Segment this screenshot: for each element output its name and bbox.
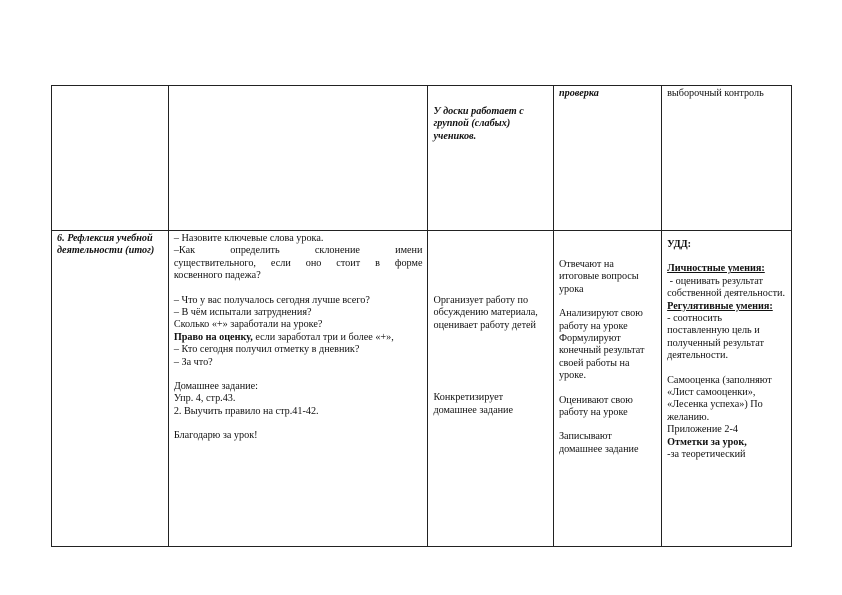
marks-title: Отметки за урок, [667, 436, 747, 448]
regulative-skills-text: - соотносить поставленную цель и полученный результат деятельности. [667, 313, 767, 362]
teacher-activity-2: Конкретизирует домашнее задание [433, 392, 514, 416]
stage-title: 6. Рефлексия учебной деятельности (итог) [57, 233, 156, 257]
question-3: – Что у вас получалось сегодня лучше всего? [173, 294, 370, 306]
student-activity-4: Записывают домашнее задание [558, 431, 639, 455]
personal-skills-text: - оценивать результат собственной деятельности. [667, 275, 786, 300]
check-label: проверка [558, 88, 599, 99]
stage-cell [52, 86, 169, 231]
question-4: – В чём испытали затруднения? [173, 307, 312, 319]
content-cell [168, 86, 428, 231]
question-2c: косвенного падежа? [173, 270, 261, 282]
teacher-activity-cell [428, 86, 553, 231]
control-label: выборочный контроль [667, 88, 764, 99]
lesson-plan-table [51, 85, 792, 547]
personal-skills-title: Личностные умения: [667, 263, 765, 275]
grade-right-text: если заработал три и более «+», [252, 331, 394, 343]
student-activity-2: Анализируют свою работу на уроке Формулируют конечный результат своей работы на уроке. [558, 308, 647, 382]
homework-item-2: 2. Выучить правило на стр.41-42. [173, 405, 319, 417]
homework-title: Домашнее задание: [173, 381, 258, 393]
udd-cell [662, 231, 792, 547]
question-2b: существительного, если оно стоит в форме [173, 257, 423, 269]
content-cell [168, 231, 428, 547]
teacher-activity-cell [428, 231, 553, 547]
appendix-text: Приложение 2-4 [667, 424, 738, 436]
marks-text: -за теоретический [667, 449, 746, 461]
student-activity-3: Оценивают свою работу на уроке [558, 394, 636, 419]
teacher-note: У доски работает с группой (слабых) учеников. [433, 106, 527, 142]
question-8: – За что? [173, 356, 213, 368]
udd-heading: УДД: [667, 239, 691, 250]
question-2a: –Как определить склонение имени [173, 245, 423, 257]
student-activity-cell [553, 231, 661, 547]
student-activity-cell [553, 86, 661, 231]
teacher-activity-1: Организует работу по обсуждению материала, оценивает работу детей [433, 295, 541, 331]
homework-item-1: Упр. 4, стр.43. [173, 393, 236, 405]
table-row [52, 86, 792, 231]
stage-cell [52, 231, 169, 547]
question-1: – Назовите ключевые слова урока. [173, 233, 324, 244]
question-5: Сколько «+» заработали на уроке? [173, 319, 323, 331]
grade-right-label: Право на оценку, [173, 331, 253, 343]
question-6 [174, 332, 423, 344]
thanks-text: Благодарю за урок! [173, 430, 258, 442]
udd-cell [662, 86, 792, 231]
student-activity-1: Отвечают на итоговые вопросы урока [558, 259, 642, 295]
question-7: – Кто сегодня получил отметку в дневник? [173, 344, 360, 356]
regulative-skills-title: Регулятивные умения: [667, 300, 773, 312]
self-evaluation-text: Самооценка (заполняют «Лист самооценки», «Лесенка успеха») По желанию. [667, 374, 775, 423]
table-row [52, 231, 792, 547]
